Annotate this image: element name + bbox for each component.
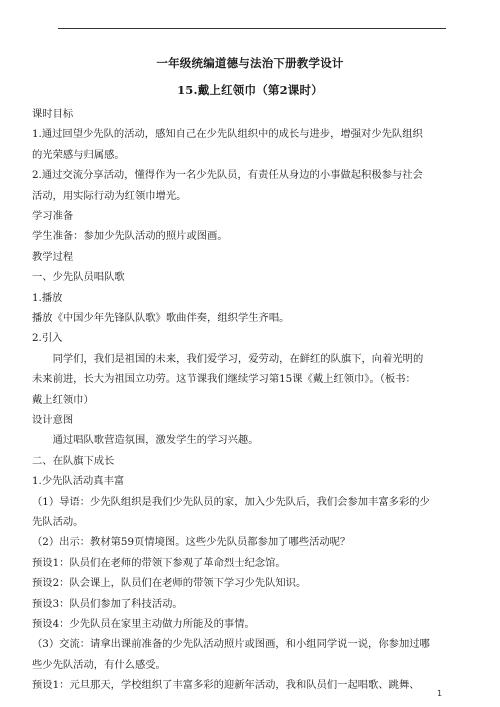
body-line: 学习准备 xyxy=(32,210,74,222)
body-line: 预设4：少先队员在家里主动做力所能及的事情。 xyxy=(32,618,255,630)
body-line: 活动，用实际行动为红领巾增光。 xyxy=(32,189,187,202)
body-line: 教学过程 xyxy=(32,250,74,263)
body-line: 设计意图 xyxy=(32,414,74,426)
body-line: 预设1：队员们在老师的带领下参观了革命烈士纪念馆。 xyxy=(32,556,286,569)
body-line: 1.通过回望少先队的活动，感知自己在少先队组织中的成长与进步，增强对少先队组织 xyxy=(32,128,423,141)
body-line: 预设1：元旦那天，学校组织了丰富多彩的迎新年活动，我和队员们一起唱歌、跳舞、 xyxy=(32,679,420,692)
body-line: 二、在队旗下成长 xyxy=(32,454,115,467)
body-line: （2）出示：教材第59页情境图。这些少先队员都参加了哪些活动呢？ xyxy=(32,536,351,549)
body-line: 的光荣感与归属感。 xyxy=(32,148,125,161)
body-line: 同学们，我们是祖国的未来，我们爱学习，爱劳动，在鲜红的队旗下，向着光明的 xyxy=(32,352,424,365)
lesson-title: 15.戴上红领巾（第2课时） xyxy=(177,83,323,97)
body-line: 2.通过交流分享活动，懂得作为一名少先队员，有责任从身边的小事做起积极参与社会 xyxy=(32,169,423,182)
body-line: 1.播放 xyxy=(32,291,63,304)
body-line: 学生准备：参加少先队活动的照片或图画。 xyxy=(32,230,228,243)
document-title: 一年级统编道德与法治下册教学设计 xyxy=(156,56,344,70)
body-line: 课时目标 xyxy=(32,108,74,120)
body-line: 一、少先队员唱队歌 xyxy=(32,271,125,284)
body-line: 些少先队活动，有什么感受。 xyxy=(32,658,166,671)
body-line: 2.引入 xyxy=(32,332,63,345)
body-line: 预设2：队会课上，队员们在老师的带领下学习少先队知识。 xyxy=(32,577,307,590)
body-line: 未来前进，长大为祖国立功劳。这节课我们继续学习第15课《戴上红领巾》。（板书： xyxy=(32,373,416,386)
body-line: 播放《中国少年先锋队队歌》歌曲伴奏，组织学生齐唱。 xyxy=(32,312,290,324)
body-line: 预设3：队员们参加了科技活动。 xyxy=(32,597,183,610)
body-line: 通过唱队歌营造氛围，激发学生的学习兴趣。 xyxy=(32,434,259,447)
body-line: （1）导语：少先队组织是我们少先队员的家，加入少先队后，我们会参加丰富多彩的少 xyxy=(32,495,430,508)
body-line: 1.少先队活动真丰富 xyxy=(32,475,125,488)
body-line: 戴上红领巾） xyxy=(32,393,94,406)
header-rule xyxy=(58,28,446,29)
body-line: 先队活动。 xyxy=(32,516,84,528)
body-line: （3）交流：请拿出课前准备的少先队活动照片或图画，和小组同学说一说，你参加过哪 xyxy=(32,638,430,651)
page-number: 1 xyxy=(437,689,443,698)
